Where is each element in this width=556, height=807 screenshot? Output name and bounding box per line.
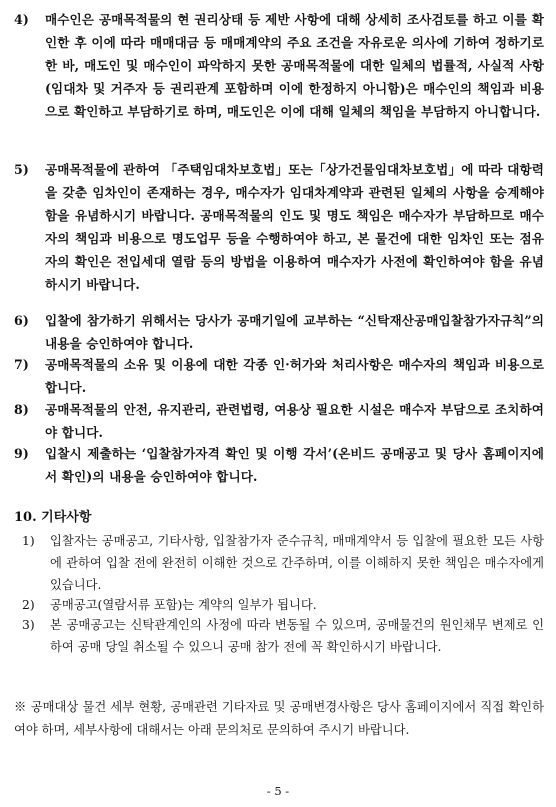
clause-text: 입찰시 제출하는 ‘입찰참가자격 확인 및 이행 각서’(온비드 공매공고 및 당사 홈페이지에서 확인)의 내용을 승인하여야 합니다. (45, 446, 544, 484)
misc-item-text: 입찰자는 공매공고, 기타사항, 입찰참가자 준수규칙, 매매계약서 등 입찰에 필요한 모든 사항에 관하여 입찰 전에 완전히 이해한 것으로 간주하며, 이를 이해하지 못한 책임은 매수자에게 있습니다. (50, 534, 544, 592)
clause-number: 6) (14, 313, 29, 328)
misc-item-text: 공매공고(열람서류 포함)는 계약의 일부가 됩니다. (50, 598, 317, 612)
section-heading: 10. 기타사항 (14, 510, 92, 525)
misc-item-1 (22, 530, 544, 596)
clause-text: 공매목적물의 소유 및 이용에 대한 각종 인·허가와 처리사항은 매수자의 책임과 비용으로 합니다. (45, 357, 544, 395)
page-number: - 5 - (266, 784, 290, 798)
clause-text: 공매목적물의 안전, 유지관리, 관련법령, 여용상 필요한 시설은 매수자 부담으로 조치하여야 합니다. (45, 402, 544, 440)
clause-number: 7) (14, 357, 29, 372)
clause-item-8 (14, 398, 544, 444)
clause-text: 입찰에 참가하기 위해서는 당사가 공매기일에 교부하는 “신탁재산공매입찰참가자규칙”의 내용을 승인하여야 합니다. (45, 313, 544, 351)
clause-item-5 (14, 158, 544, 296)
misc-item-number: 3) (22, 618, 35, 632)
misc-item-number: 1) (22, 534, 35, 548)
clause-number: 4) (14, 12, 29, 27)
clause-number: 9) (14, 446, 29, 461)
clause-item-7 (14, 353, 544, 399)
notice-note: ※ 공매대상 물건 세부 현황, 공매관련 기타자료 및 공매변경사항은 당사 홈페이지에서 직접 확인하여야 하며, 세부사항에 대해서는 아래 문의처로 문의하여 주시기 바랍니다. (14, 700, 544, 737)
clause-text: 공매목적물에 관하여 「주택임대차보호법」또는「상가건물임대차보호법」에 따라 대항력을 갖춘 임차인이 존재하는 경우, 매수자가 임대차계약과 관련된 일체의 사항을 승계해야 함을 유념하시기 바랍니다. 공매목적물의 인도 및 명도 책임은 매수자가 부담하므로 매수자의 책임과 비용으로 명도업무 등을 수행하여야 하고, 본 물건에 대한 임차인 또는 점유자의 확인은 전입세대 열람 등의 방법을 이용하여 매수자가 사전에 확인하여야 함을 유념하시기 바랍니다. (45, 162, 544, 292)
misc-item-3 (22, 614, 544, 658)
clause-item-4 (14, 8, 544, 123)
clause-number: 8) (14, 402, 29, 417)
misc-item-number: 2) (22, 598, 35, 612)
clause-item-6 (14, 309, 544, 355)
clause-item-9 (14, 442, 544, 488)
clause-text: 매수인은 공매목적물의 현 권리상태 등 제반 사항에 대해 상세히 조사검토를 하고 이를 확인한 후 이에 따라 매매대금 등 매매계약의 주요 조건을 자유로운 의사에 기하여 정하기로 한 바, 매도인 및 매수인이 파악하지 못한 공매목적물에 대한 일체의 법률적, 사실적 사항(임대차 및 거주자 등 권리관계 포함하며 이에 한정하지 아니함)은 매수인의 책임과 비용으로 확인하고 부담하기로 하며, 매도인은 이에 대해 일체의 책임을 부담하지 아니합니다. (45, 12, 544, 119)
misc-item-text: 본 공매공고는 신탁관계인의 사정에 따라 변동될 수 있으며, 공매물건의 원인채무 변제로 인하여 공매 당일 취소될 수 있으니 공매 참가 전에 꼭 확인하시기 바랍니다. (50, 618, 544, 654)
misc-item-2 (22, 594, 544, 616)
clause-number: 5) (14, 162, 29, 177)
